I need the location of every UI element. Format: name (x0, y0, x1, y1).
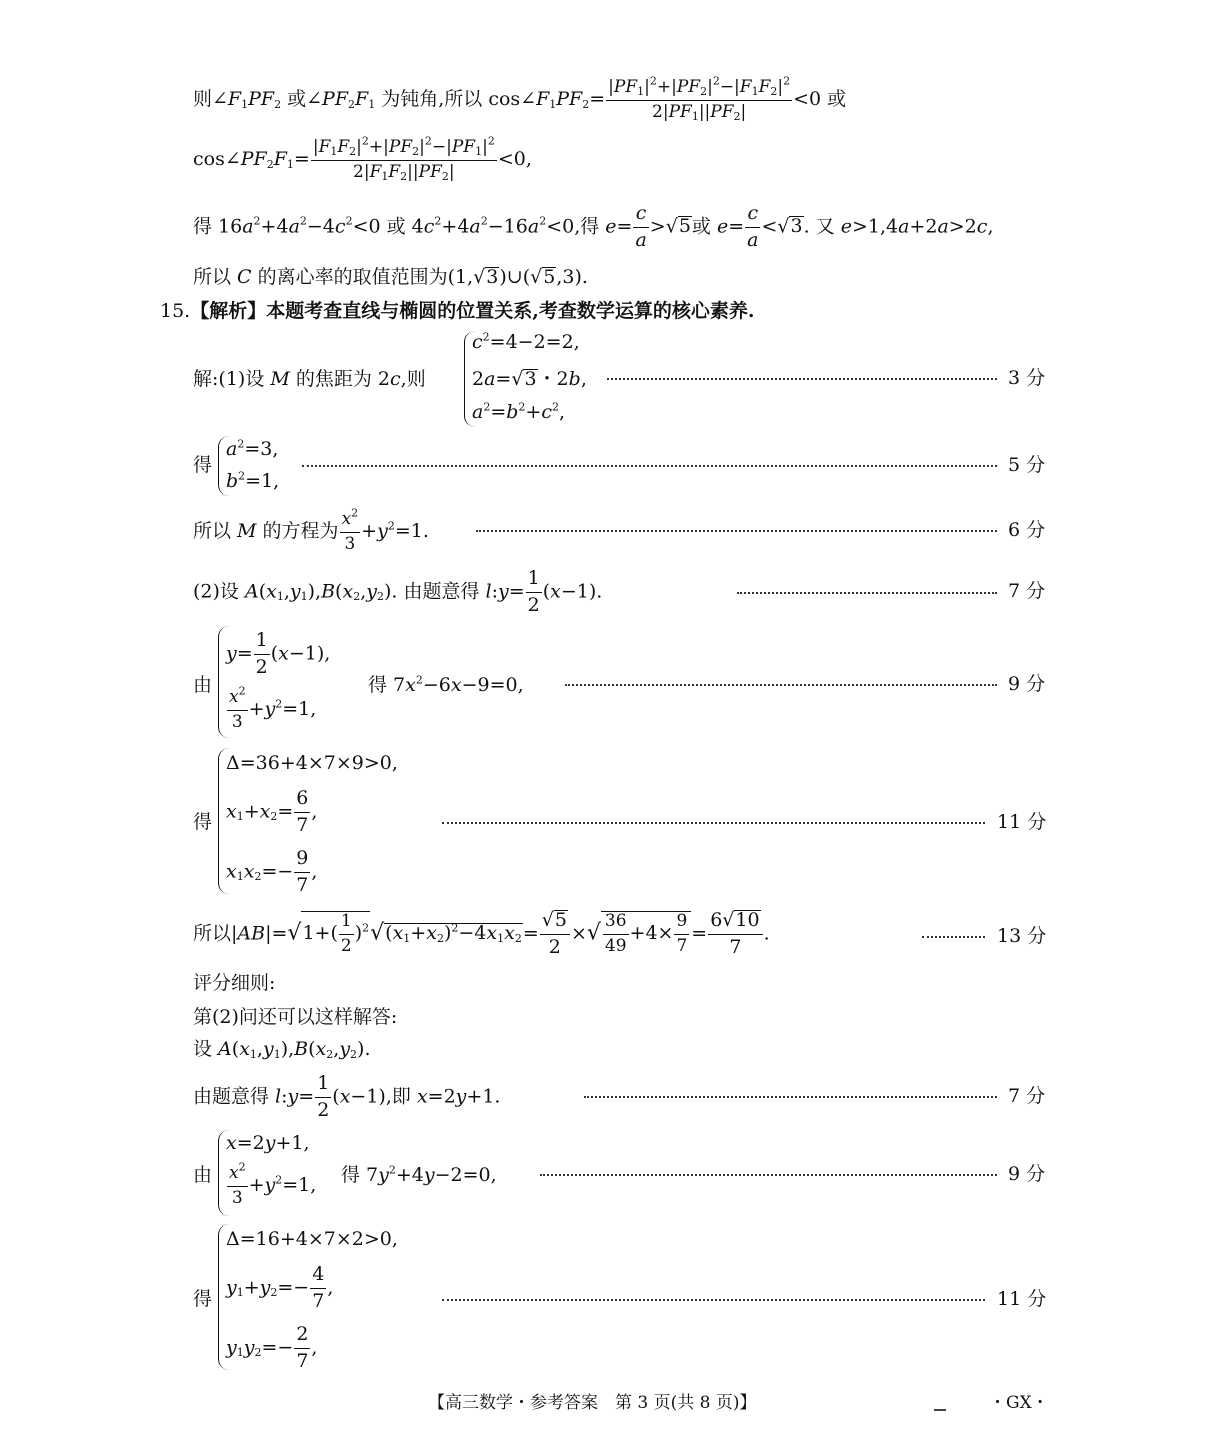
solution-line-2: $\cos\angle PF_2F_1=$ $\frac{|F_1F_2|^2+|PF_2|^2-|PF_1|^2}{2|F_1F_2||PF_2|}$ <0, (193, 134, 532, 183)
solution-line-3: 得 $16a^2+4a^2-4c^2<0$ 或 $4c^2+4a^2-16a^2<0$,得 e= $\frac{c}{a}$ >√5或 e= $\frac{c}{a}$ <√3. 又 e>1,4a+2a>2c, (193, 202, 994, 251)
grading-rules-title: 评分细则: (193, 972, 276, 994)
dot-leader (540, 1174, 997, 1176)
alternative-intro: 第(2)问还可以这样解答: (193, 1006, 398, 1028)
part1-system: $c^2=4-2=2$, 2a=√3・2b, $a^2=b^2+c^2$, (464, 331, 614, 427)
score-11: 11 分 (997, 811, 1047, 833)
dot-leader (476, 530, 997, 532)
dot-leader (737, 592, 997, 594)
page-footer: 【高三数学・参考答案 第 3 页(共 8 页)】 (428, 1393, 757, 1413)
alt-vieta-system: Δ=16+4×7×2>0, $y_1+y_2=-$ $\frac{4}{7}$ , $y_1y_2=-$ $\frac{2}{7}$ , (218, 1224, 438, 1370)
alt-vieta-label: 得 (193, 1288, 213, 1310)
part2-quadratic: 得 $7x^2-6x-9=0$, (368, 673, 524, 696)
cos-fraction-2: $\frac{|F_1F_2|^2+|PF_2|^2-|PF_1|^2}{2|F_1F_2||PF_2|}$ (312, 134, 495, 183)
footer-mark (934, 1409, 946, 1411)
part2-system: y= $\frac{1}{2}$ (x−1), $\frac{x^2}{3}$ $+y^2=1$, (218, 626, 368, 738)
vieta-system: Δ=36+4×7×9>0, $x_1+x_2=$ $\frac{6}{7}$ , $x_1x_2=-$ $\frac{9}{7}$ , (218, 748, 438, 894)
part2-by-label: 由 (193, 674, 213, 696)
dot-leader (584, 1096, 997, 1098)
vieta-label: 得 (193, 811, 213, 833)
part1-intro: 解:(1)设 M 的焦距为 2c,则 (193, 368, 426, 390)
part1-result-system: $a^2=3$, $b^2=1$, (218, 436, 308, 496)
dot-leader (565, 684, 997, 686)
dot-leader (607, 378, 997, 380)
ellipse-equation: 所以 M 的方程为 $\frac{x^2}{3}$ $+y^2=1$. (193, 506, 429, 554)
score-7: 7 分 (1008, 580, 1046, 602)
dot-leader (442, 822, 985, 824)
alt-quadratic: 得 $7y^2+4y-2=0$, (341, 1163, 497, 1186)
dot-leader (922, 936, 985, 938)
dot-leader (302, 465, 997, 467)
question-15-heading: 15.【解析】本题考查直线与椭圆的位置关系,考查数学运算的核心素养. (160, 300, 755, 322)
score-13: 13 分 (997, 925, 1047, 947)
dot-leader (442, 1299, 985, 1301)
score-6: 6 分 (1008, 519, 1046, 541)
score-7-alt: 7 分 (1008, 1085, 1046, 1107)
score-11-alt: 11 分 (997, 1288, 1047, 1310)
alternative-line: 由题意得 l:y= $\frac{1}{2}$ (x−1),即 x=2y+1. (193, 1072, 501, 1121)
solution-line-4: 所以 C 的离心率的取值范围为(1,√3)∪(√5,3). (193, 266, 588, 288)
solution-line-1: 则$\angle F_1PF_2$ 或$\angle PF_2F_1$ 为钝角,所以 $\cos\angle F_1PF_2=$ $\frac{|PF_1|^2+|PF_2|^2-|F_1F_2|^2}{2|PF_1||PF_2|}$ <0 或 (193, 74, 847, 123)
score-3: 3 分 (1008, 367, 1046, 389)
footer-code: ・GX・ (989, 1393, 1049, 1413)
cos-fraction-1: $\frac{|PF_1|^2+|PF_2|^2-|F_1F_2|^2}{2|PF_1||PF_2|}$ (608, 74, 791, 123)
part1-result-label: 得 (193, 454, 213, 476)
alternative-setup: 设 $A(x_1,y_1),B(x_2,y_2)$. (193, 1038, 371, 1061)
score-5: 5 分 (1008, 454, 1046, 476)
score-9: 9 分 (1008, 673, 1046, 695)
chord-length: 所以|AB|=√1+( $\frac{1}{2}$ )$^2√(x_1+x_2)^2-4x_1x_2=$ $\frac{√5}{2}$ ×√ $\frac{36}{49}$ +4× $\frac{9}{7}$ = $\frac{6√10}{7}$ . (193, 909, 770, 958)
score-9-alt: 9 分 (1008, 1163, 1046, 1185)
part2-setup: (2)设 $A(x_1,y_1),B(x_2,y_2)$. 由题意得 l:y= $\frac{1}{2}$ (x−1). (193, 567, 603, 616)
alt-system: x=2y+1, $\frac{x^2}{3}$ $+y^2=1$, (218, 1130, 348, 1216)
alt-by-label: 由 (193, 1164, 213, 1186)
